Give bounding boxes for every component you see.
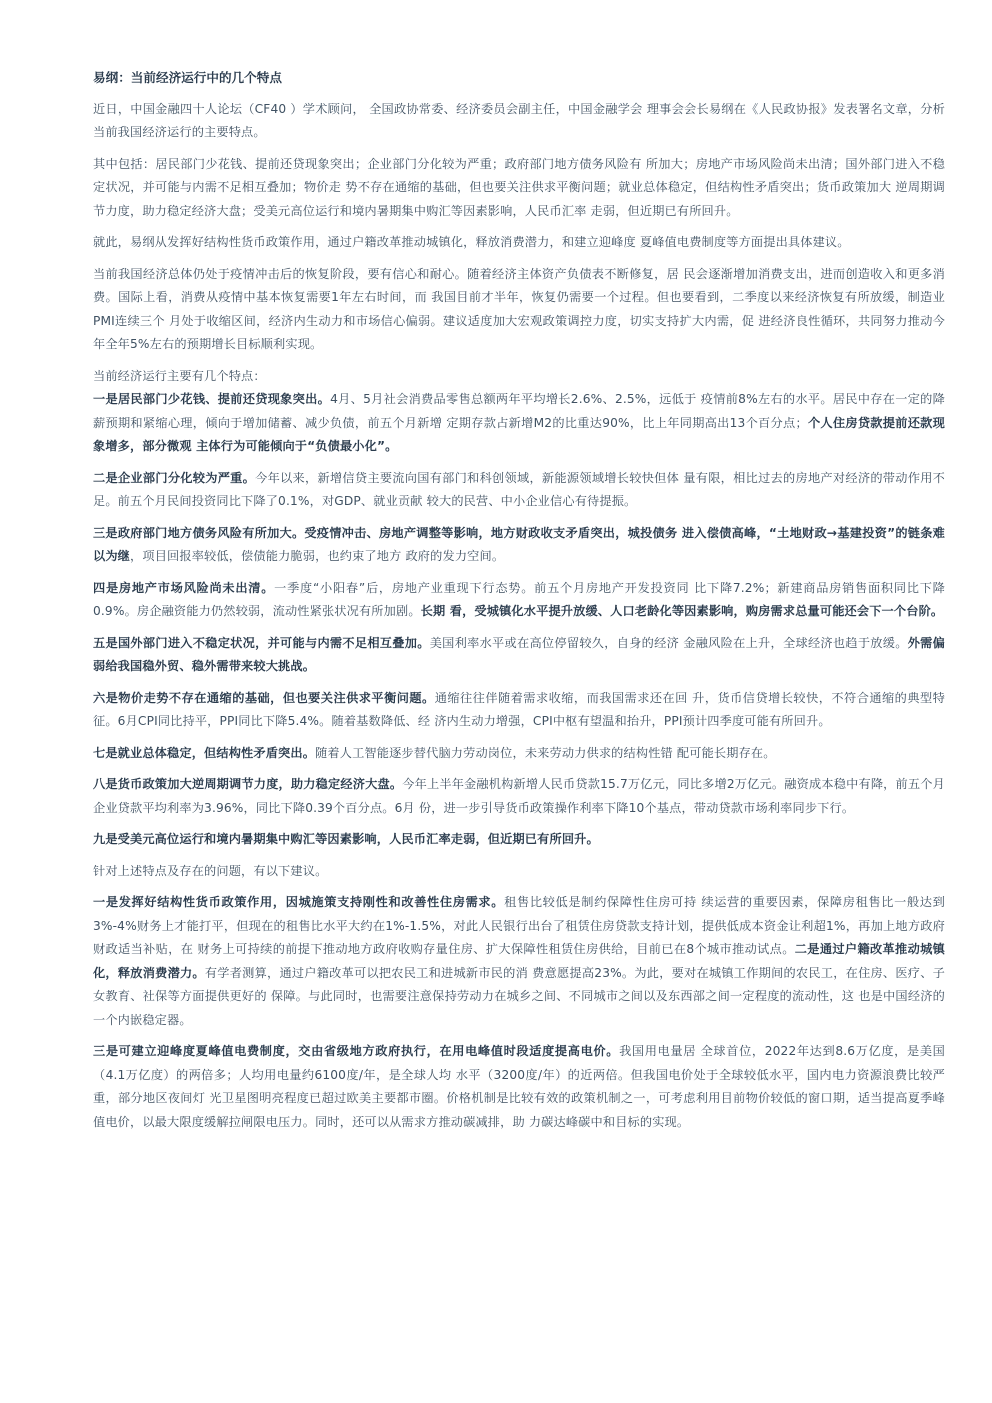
outlook-paragraph: 当前我国经济总体仍处于疫情冲击后的恢复阶段，要有信心和耐心。随着经济主体资产负债表不断修复，居 民会逐渐增加消费支出，进而创造收入和更多消费。国际上看，消费从疫情中基本恢复需要1年左右时间，而 我国目前才半年，恢复仍需要一个过程。但也要看到，二季度以来经济恢复有所放缓，制造业PMI连续三个 月处于收缩区间，经济内生动力和市场信心偏弱。建议适度加大宏观政策调控力度，切实支持扩大内需，促 进经济良性循环，共同努力推动今年全年5%左右的预期增长目标顺利实现。 [93,266,945,351]
feature-4-text: 一季度“小阳春”后，房地产业重现下行态势。前五个月房地产开发投资同 比下降7.2%；新建商品房销售面积同比下降0.9%。房企融资能力仍然较弱，流动性紧张状况有所加剧。 [93,580,946,618]
feature-3 [93,522,945,569]
advice-3-lead: 三是可建立迎峰度夏峰值电费制度，交由省级地方政府执行，在用电峰值时段适度提高电价。 [93,1044,620,1058]
feature-1-emphasis: 个人住房贷款提前还款现象增多，部分微观 主体行为可能倾向于“负债最小化”。 [93,415,945,453]
advice-1-text: 租售比较低是制约保障性住房可持 续运营的重要因素，保障房租售比一般达到3%-4%财务上才能打平，但现在的租售比水平大约在1%-1.5%，对此人民银行出台了租赁住房贷款支持计划，提供低成本资金让利超1%，再加上地方政府财政适当补贴，在 财务上可持续的前提下推动地方政府收购存量住房、扩大保障性租赁住房供给，目前已在8个城市推动试点。 [93,895,945,956]
feature-5 [93,632,945,679]
advice-2-text: 有学者测算，通过户籍改革可以把农民工和进城新市民的消 费意愿提高23%。为此，要对在城镇工作期间的农民工，在住房、医疗、子女教育、社保等方面提供更好的 保障。与此同时，也需要注意保持劳动力在城乡之间、不同城市之间以及东西部之间一定程度的流动性，这 也是中国经济的一个内嵌稳定器。 [93,965,945,1027]
intro-paragraph: 近日，中国金融四十人论坛（CF40 ）学术顾问， 全国政协常委、经济委员会副主任，中国金融学会 理事会会长易纲在《人民政协报》发表署名文章，分析当前我国经济运行的主要特点。 [93,101,945,139]
summary-paragraph: 其中包括：居民部门少花钱、提前还贷现象突出；企业部门分化较为严重；政府部门地方债务风险有 所加大；房地产市场风险尚未出清；国外部门进入不稳定状况，并可能与内需不足相互叠加；物价走 势不存在通缩的基础，但也要关注供求平衡问题；就业总体稳定，但结构性矛盾突出；货币政策加大 逆周期调节力度，助力稳定经济大盘；受美元高位运行和境内暑期集中购汇等因素影响，人民币汇率 走弱，但近期已有所回升。 [93,156,945,218]
article [93,66,945,1142]
feature-7-lead: 七是就业总体稳定，但结构性矛盾突出。 [93,745,316,760]
feature-1-lead: 一是居民部门少花钱、提前还贷现象突出。 [93,392,331,406]
feature-2 [93,467,945,514]
suggestion-intro-paragraph: 就此，易纲从发挥好结构性货币政策作用，通过户籍改革推动城镇化，释放消费潜力，和建立迎峰度 夏峰值电费制度等方面提出具体建议。 [93,235,850,249]
feature-8 [93,773,945,820]
feature-2-text: 今年以来，新增信贷主要流向国有部门和科创领域，新能源领域增长较快但体 量有限，相比过去的房地产对经济的带动作用不足。前五个月民间投资同比下降了0.1%，对GDP、就业贡献 较大的民营、中小企业信心有待提振。 [93,470,946,508]
advice-3-text: 我国用电量居 全球首位，2022年达到8.6万亿度，是美国（4.1万亿度）的两倍多；人均用电量约6100度/年，是全球人均 水平（3200度/年）的近两倍。但我国电价处于全球较低水平，国内电力资源浪费比较严重，部分地区夜间灯 光卫星图明亮程度已超过欧美主要都市圈。价格机制是比较有效的政策机制之一，可考虑利用目前物价较低的窗口期，适当提高夏季峰值电价，以最大限度缓解拉闸限电压力。同时，还可以从需求方推动碳减排，助 力碳达峰碳中和目标的实现。 [93,1044,945,1129]
feature-5-emphasis: 外需偏弱给我国稳外贸、稳外需带来较大挑战。 [93,635,945,673]
advice-1-2 [93,891,945,1032]
feature-9-lead: 九是受美元高位运行和境内暑期集中购汇等因素影响，人民币汇率走弱，但近期已有所回升。 [93,832,599,846]
feature-4 [93,577,945,624]
feature-4-emphasis: 长期 看，受城镇化水平提升放缓、人口老龄化等因素影响，购房需求总量可能还会下一个台阶。 [420,604,944,618]
feature-9 [93,828,945,852]
feature-7-text: 随着人工智能逐步替代脑力劳动岗位，未来劳动力供求的结构性错 配可能长期存在。 [315,745,776,760]
advice-3 [93,1040,945,1134]
feature-3-text: ，项目回报率较低，偿债能力脆弱，也约束了地方 政府的发力空间。 [130,549,505,563]
feature-8-lead: 八是货币政策加大逆周期调节力度，助力稳定经济大盘。 [93,777,403,791]
advice-1-lead: 一是发挥好结构性货币政策作用，因城施策支持刚性和改善性住房需求。 [93,895,505,909]
features-heading: 当前经济运行主要有几个特点： [93,368,266,383]
feature-6-lead: 六是物价走势不存在通缩的基础，但也要关注供求平衡问题。 [93,690,435,705]
feature-4-lead: 四是房地产市场风险尚未出清。 [93,580,275,595]
feature-3-lead: 三是政府部门地方债务风险有所加大。受疫情冲击、房地产调整等影响，地方财政收支矛盾突出，城投债务 进入偿债高峰，“土地财政→基建投资”的链条难以为继 [93,525,945,563]
article-title: 易纲：当前经济运行中的几个特点 [93,70,282,85]
feature-7 [93,742,945,766]
feature-1 [93,388,945,459]
feature-6-text: 通缩往往伴随着需求收缩，而我国需求还在回 升，货币信贷增长较快，不符合通缩的典型特征。6月CPI同比持平，PPI同比下降5.4%。随着基数降低、经 济内生动力增强，CPI中枢有望温和抬升，PPI预计四季度可能有所回升。 [93,690,945,728]
feature-1-text: 4月、5月社会消费品零售总额两年平均增长2.6%、2.5%，远低于 疫情前8%左右的水平。居民中存在一定的降薪预期和紧缩心理，倾向于增加储蓄、减少负债，前五个月新增 定期存款占新增M2的比重达90%，比上年同期高出13个百分点； [93,392,945,430]
feature-6 [93,687,945,734]
feature-2-lead: 二是企业部门分化较为严重。 [93,470,256,485]
feature-5-lead: 五是国外部门进入不稳定状况，并可能与内需不足相互叠加。 [93,635,430,650]
advice-heading: 针对上述特点及存在的问题，有以下建议。 [93,863,328,878]
advice-2-lead: 二是通过户籍改革推动城镇化，释放消费潜力。 [93,942,945,980]
feature-5-text: 美国利率水平或在高位停留较久，自身的经济 金融风险在上升，全球经济也趋于放缓。 [429,635,908,650]
feature-8-text: 今年上半年金融机构新增人民币贷款15.7万亿元，同比多增2万亿元。融资成本稳中有降，前五个月企业贷款平均利率为3.96%，同比下降0.39个百分点。6月 份，进一步引导货币政策操作利率下降10个基点，带动贷款市场利率同步下行。 [93,777,945,815]
